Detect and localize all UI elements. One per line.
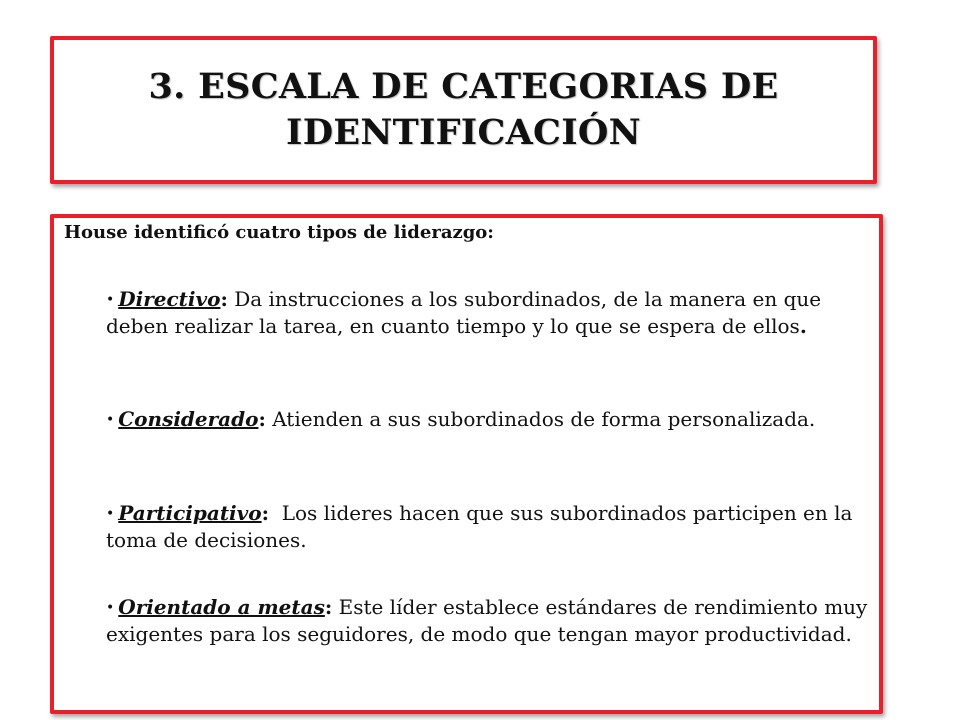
list-item-directivo bbox=[106, 286, 876, 339]
term-separator: : bbox=[220, 287, 228, 311]
term-directivo: Directivo bbox=[118, 287, 221, 311]
title-line-1: 3. ESCALA DE CATEGORIAS DE bbox=[148, 66, 779, 107]
item-description: Este líder establece estándares de rendimiento muy exigentes para los seguidores, de modo que tengan mayor productividad. bbox=[106, 595, 868, 646]
bullet: • bbox=[106, 600, 115, 616]
term-separator: : bbox=[324, 595, 333, 619]
bullet: • bbox=[106, 292, 115, 308]
title-line-2: IDENTIFICACIÓN bbox=[286, 112, 641, 153]
item-description: Los lideres hacen que sus subordinados participen en la toma de decisiones. bbox=[106, 501, 859, 552]
bullet: • bbox=[106, 506, 115, 522]
intro-text: House identificó cuatro tipos de liderazgo: bbox=[64, 222, 494, 243]
term-separator: : bbox=[258, 407, 266, 431]
title-box bbox=[50, 36, 877, 184]
item-description: Da instrucciones a los subordinados, de la manera en que deben realizar la tarea, en cuanto tiempo y lo que se espera de ellos bbox=[106, 287, 822, 338]
item-description: Atienden a sus subordinados de forma personalizada. bbox=[265, 407, 816, 431]
list-item-orientado-a-metas bbox=[106, 594, 876, 647]
list-item-considerado bbox=[106, 406, 876, 433]
list-item-participativo bbox=[106, 500, 876, 553]
term-separator: : bbox=[261, 501, 270, 525]
term-participativo: Participativo bbox=[118, 501, 262, 525]
bullet: • bbox=[106, 412, 115, 428]
content-box bbox=[50, 214, 883, 714]
term-orientado-a-metas: Orientado a metas bbox=[118, 595, 325, 619]
term-considerado: Considerado bbox=[118, 407, 259, 431]
slide-title bbox=[149, 64, 779, 156]
item-end: . bbox=[799, 314, 807, 338]
